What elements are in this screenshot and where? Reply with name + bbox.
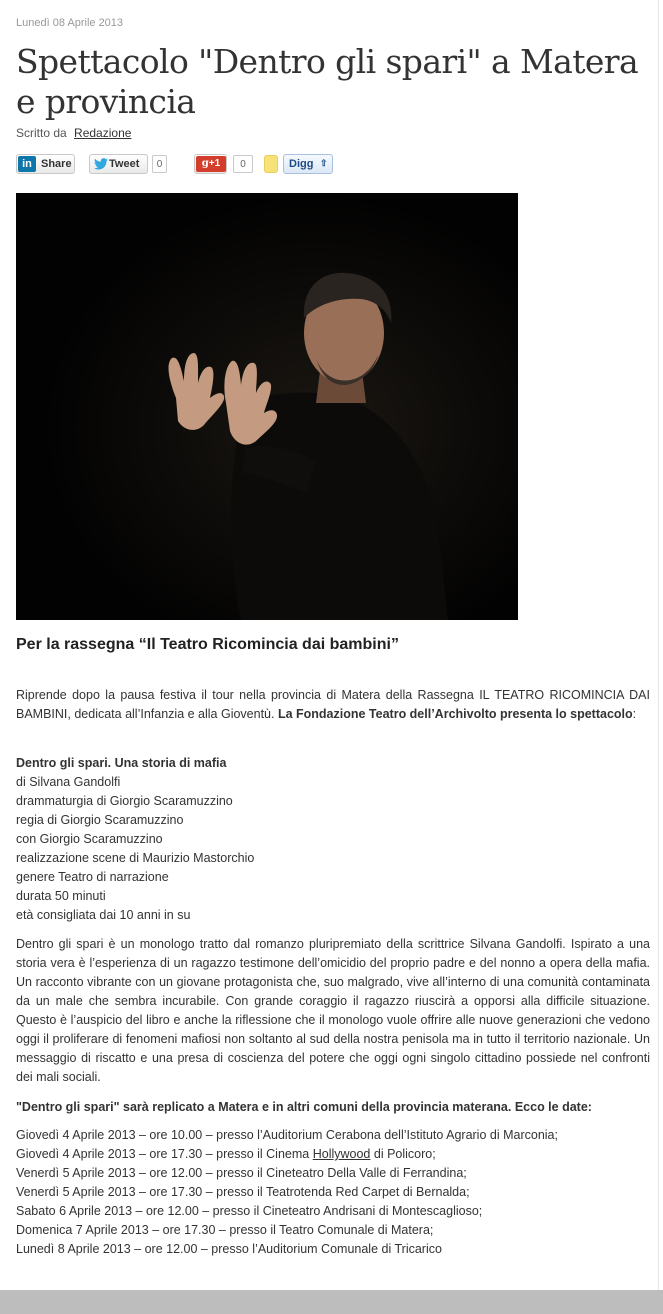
date-item: Domenica 7 Aprile 2013 – ore 17.30 – presso il Teatro Comunale di Matera; (16, 1223, 434, 1237)
credit-line: drammaturgia di Giorgio Scaramuzzino (16, 794, 233, 808)
digg-arrow-icon: ⇧ (320, 158, 328, 168)
author-link[interactable]: Redazione (74, 126, 132, 140)
bookmark-icon[interactable] (264, 155, 278, 173)
horizontal-scrollbar[interactable] (0, 1290, 663, 1314)
date-item: Venerdì 5 Aprile 2013 – ore 17.30 – presso il Teatrotenda Red Carpet di Bernalda; (16, 1185, 470, 1199)
show-title: Dentro gli spari. Una storia di mafia (16, 756, 227, 770)
credit-line: realizzazione scene di Maurizio Mastorchio (16, 851, 255, 865)
google-plus-icon: g+1 (196, 156, 226, 172)
intro-bold-text: La Fondazione Teatro dell’Archivolto presenta lo spettacolo (277, 707, 633, 721)
date-item: Giovedì 4 Aprile 2013 – ore 17.30 – presso il Cinema Hollywood di Policoro; (16, 1147, 436, 1161)
dates-heading: "Dentro gli spari" sarà replicato a Matera e in altri comuni della provincia materana. Ecco le date: (16, 1100, 592, 1114)
credit-line: durata 50 minuti (16, 889, 106, 903)
credit-line: genere Teatro di narrazione (16, 870, 169, 884)
performer-image (16, 193, 518, 620)
linkedin-icon: in (18, 156, 36, 172)
author-line (16, 126, 131, 140)
description-paragraph: Dentro gli spari è un monologo tratto dal romanzo pluripremiato della scrittrice Silvana Gandolfi. Ispirato a una storia vera è l’esperienza di un ragazzo testimone dell’omicidio del proprio padre e del nonno a opera della mafia. Un racconto vibrante con un giovane protagonista che, suo malgrado, vive all’interno di una comunità contaminata da un male che sembra incurabile. Con grande coraggio il ragazzo riuscirà a opporsi alla difficile situazione. Questo è l’auspicio del libro e anche la riflessione che il monologo vuole offrire alle nuove generazioni che vedono oggi il proliferare di fenomeni mafiosi non soltanto al sud della nostra penisola ma in tutto il territorio nazionale. Un messaggio di riscatto e una presa di coscienza del potere che oggi ogni singolo cittadino possiede nel confronti dei mali sociali. (16, 937, 650, 1084)
linkedin-share-button[interactable] (16, 154, 75, 174)
digg-button[interactable] (283, 154, 333, 174)
tweet-count: 0 (152, 155, 167, 173)
google-plus-count: 0 (233, 155, 253, 173)
google-plus-button[interactable] (194, 154, 227, 174)
intro-paragraph: Riprende dopo la pausa festiva il tour nella provincia di Matera della Rassegna IL TEATRO RICOMINCIA DAI BAMBINI, dedicata all’Infanzia e alla Gioventù. La Fondazione Teatro dell’Archivolto presenta lo spettacolo: (16, 688, 650, 721)
credit-line: con Giorgio Scaramuzzino (16, 832, 163, 846)
article-date: Lunedì 08 Aprile 2013 (16, 17, 124, 29)
credit-line: regia di Giorgio Scaramuzzino (16, 813, 184, 827)
linkedin-share-label: Share (41, 158, 72, 170)
date-item: Venerdì 5 Aprile 2013 – ore 12.00 – presso il Cineteatro Della Valle di Ferrandina; (16, 1166, 467, 1180)
article-subtitle: Per la rassegna “Il Teatro Ricomincia dai bambini” (16, 636, 399, 653)
date-item: Sabato 6 Aprile 2013 – ore 12.00 – presso il Cineteatro Andrisani di Montescaglioso; (16, 1204, 483, 1218)
twitter-bird-icon (94, 158, 108, 170)
author-prefix: Scritto da (16, 126, 67, 140)
date-item: Lunedì 8 Aprile 2013 – ore 12.00 – presso l’Auditorium Comunale di Tricarico (16, 1242, 442, 1256)
tweet-button[interactable] (89, 154, 148, 174)
credit-line: di Silvana Gandolfi (16, 775, 121, 789)
credit-line: età consigliata dai 10 anni in su (16, 908, 191, 922)
article-photo (16, 193, 518, 620)
digg-label: Digg (289, 158, 314, 170)
hollywood-link[interactable]: Hollywood (312, 1147, 371, 1161)
date-item: Giovedì 4 Aprile 2013 – ore 10.00 – presso l’Auditorium Cerabona dell’Istituto Agrario di Marconia; (16, 1128, 558, 1142)
tweet-label: Tweet (109, 158, 140, 170)
article-title: Spettacolo "Dentro gli spari" a Matera e provincia (16, 42, 639, 121)
